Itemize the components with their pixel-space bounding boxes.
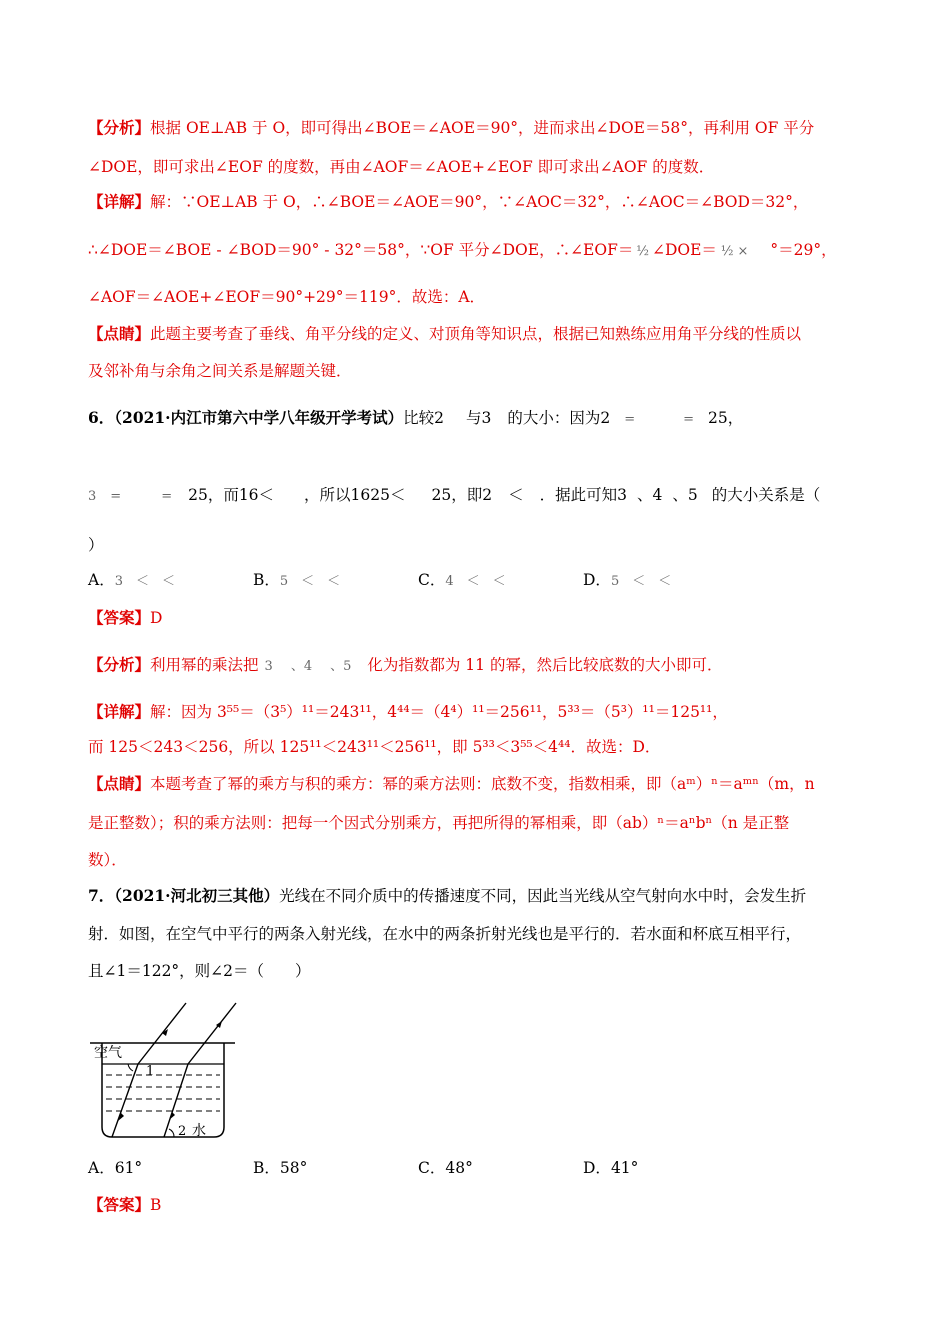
angle-2-arc <box>169 1129 174 1137</box>
incident-ray-2 <box>188 1003 236 1064</box>
q6-comment-line-2: 是正整数）；积的乘方法则：把每一个因式分别乘方，再把所得的幂相乘，即（ab）ⁿ＝aⁿbⁿ（n 是正整 <box>88 814 790 832</box>
comment-tag: 【点睛】 <box>88 324 151 343</box>
q7-option-a[interactable]: A．61° <box>88 1159 143 1177</box>
q6-source: （2021·内江市第六中学八年级开学考试） <box>114 408 404 427</box>
q7-option-c[interactable]: C．48° <box>418 1159 473 1177</box>
q7-stem-line-3: 且∠1＝122°，则∠2＝（ ） <box>88 962 311 980</box>
angle-1-label: 1 <box>146 1064 155 1079</box>
analysis-tag: 【分析】 <box>88 118 151 137</box>
refraction-figure <box>88 995 238 1145</box>
analysis-line-1: 【分析】根据 OE⊥AB 于 O，即可得出∠BOE＝∠AOE＝90°，进而求出∠DOE＝58°，再利用 OF 平分 <box>88 118 815 137</box>
refracted-ray-1 <box>112 1064 138 1137</box>
arrow-icon <box>169 1112 175 1120</box>
comment-line-2: 及邻补角与余角之间关系是解题关键． <box>88 362 352 380</box>
water-label: 水 <box>192 1123 206 1139</box>
q6-number: 6． <box>88 408 115 427</box>
q6-option-a[interactable]: A．3 ＜ ＜ <box>88 571 175 589</box>
q6-option-c[interactable]: C．4 ＜ ＜ <box>418 571 506 589</box>
comment-line-1: 【点睛】此题主要考查了垂线、角平分线的定义、对顶角等知识点，根据已知熟练应用角平分线的性质以 <box>88 324 802 343</box>
angle-1-arc <box>128 1064 133 1071</box>
q6-option-d[interactable]: D．5 ＜ ＜ <box>583 571 672 589</box>
q6-stem-line-1: 6．（2021·内江市第六中学八年级开学考试）比较2 与3 的大小：因为2 = = 25， <box>88 408 744 427</box>
incident-ray-1 <box>138 1003 186 1064</box>
q6-comment-line-1: 【点睛】本题考查了幂的乘方与积的乘方：幂的乘方法则：底数不变，指数相乘，即（aᵐ）ⁿ＝aᵐⁿ（m，n <box>88 774 815 793</box>
q6-stem-line-3: ） <box>88 536 104 554</box>
analysis-line-2: ∠DOE，即可求出∠EOF 的度数，再由∠AOF＝∠AOE+∠EOF 即可求出∠AOF 的度数． <box>88 158 715 176</box>
answer-tag: 【答案】 <box>88 608 151 627</box>
q7-number: 7． <box>88 886 115 905</box>
q6-comment-line-3: 数）． <box>88 851 127 869</box>
detail-line-1: 【详解】解：∵OE⊥AB 于 O，∴∠BOE＝∠AOE＝90°，∵∠AOC＝32°，∴∠AOC＝∠BOD＝32°， <box>88 192 809 211</box>
q6-detail-line-1: 【详解】解：因为 3⁵⁵＝（3⁵）¹¹＝243¹¹，4⁴⁴＝（4⁴）¹¹＝256¹¹，5³³＝（5³）¹¹＝125¹¹， <box>88 702 728 721</box>
q7-option-d[interactable]: D．41° <box>583 1159 639 1177</box>
detail-line-2: ∴∠DOE＝∠BOE - ∠BOD＝90° - 32°＝58°，∵OF 平分∠DOE，∴∠EOF＝ ½ ∠DOE＝ ½ × °＝29°， <box>88 241 837 259</box>
q7-stem-line-2: 射．如图，在空气中平行的两条入射光线，在水中的两条折射光线也是平行的．若水面和杯底互相平行， <box>88 925 802 943</box>
q6-analysis: 【分析】利用幂的乘法把 3 、4 、5 化为指数都为 11 的幂，然后比较底数的大小即可． <box>88 655 723 674</box>
q7-option-b[interactable]: B．58° <box>253 1159 308 1177</box>
q6-detail-line-2: 而 125＜243＜256，所以 125¹¹＜243¹¹＜256¹¹，即 5³³＜3⁵⁵＜4⁴⁴．故选：D． <box>88 738 661 756</box>
detail-tag: 【详解】 <box>88 192 151 211</box>
q7-source: （2021·河北初三其他） <box>114 886 280 905</box>
q6-answer: 【答案】D <box>88 608 163 627</box>
q7-stem-line-1: 7．（2021·河北初三其他）光线在不同介质中的传播速度不同，因此当光线从空气射向水中时，会发生折 <box>88 886 807 905</box>
angle-2-label: 2 <box>178 1124 187 1139</box>
q6-stem-line-2: 3 = = 25，而16＜ ，所以1625＜ 25，即2 ＜ ．据此可知3 、4 、5 的大小关系是（ <box>88 486 821 504</box>
detail-line-3: ∠AOF＝∠AOE+∠EOF＝90°+29°＝119°．故选：A． <box>88 288 486 306</box>
air-label: 空气 <box>94 1045 122 1061</box>
q7-answer: 【答案】B <box>88 1195 162 1214</box>
q6-option-b[interactable]: B．5 ＜ ＜ <box>253 571 341 589</box>
